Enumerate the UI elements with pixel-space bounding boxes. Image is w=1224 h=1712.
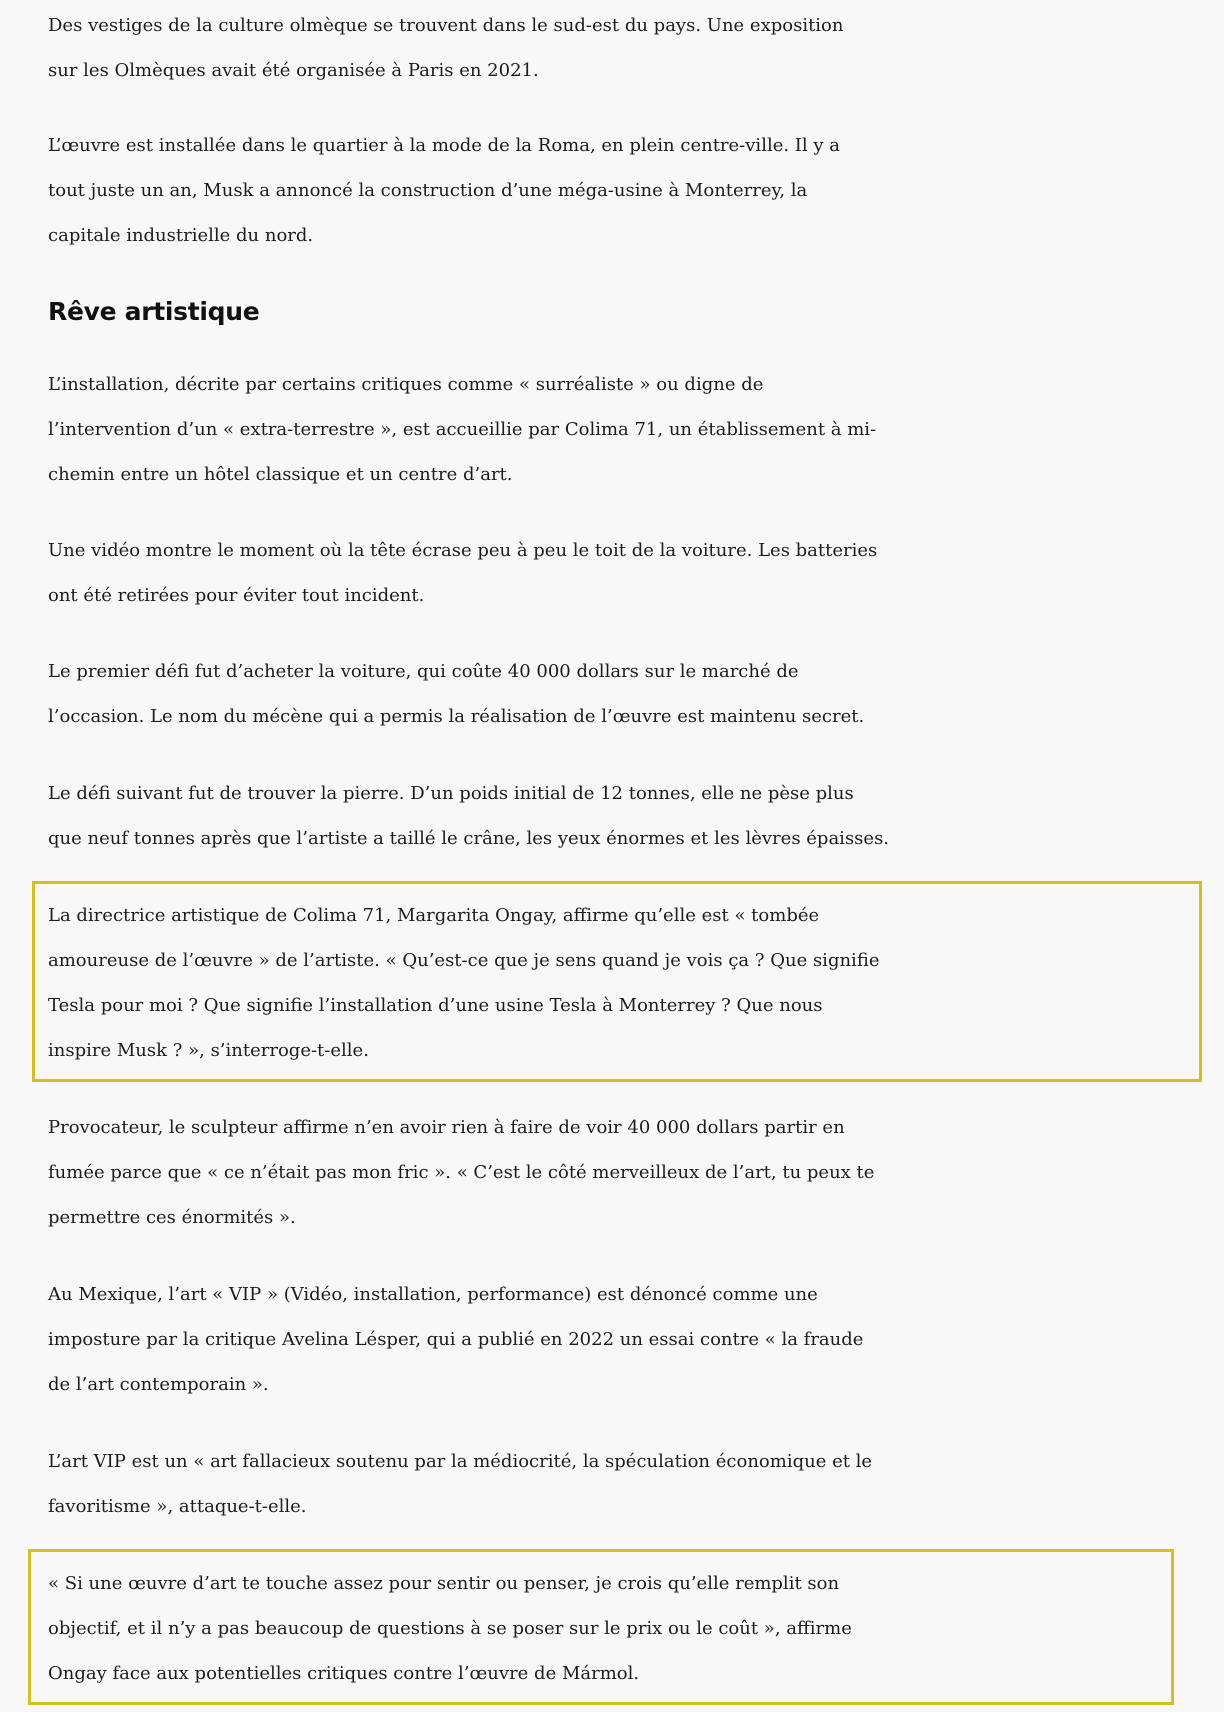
text-line: Provocateur, le sculpteur affirme n’en avoir rien à faire de voir 40 000 dollars partir en <box>48 1117 845 1138</box>
text-line: L’installation, décrite par certains critiques comme « surréaliste » ou digne de <box>48 374 764 395</box>
text-line: capitale industrielle du nord. <box>48 225 314 246</box>
text-line: imposture par la critique Avelina Lésper, qui a publié en 2022 un essai contre « la fraude <box>48 1329 864 1350</box>
text-line: Le défi suivant fut de trouver la pierre. D’un poids initial de 12 tonnes, elle ne pèse plus <box>48 783 854 804</box>
text-line: tout juste un an, Musk a annoncé la construction d’une méga-usine à Monterrey, la <box>48 180 808 201</box>
text-line: favoritisme », attaque-t-elle. <box>48 1496 307 1517</box>
text-line: permettre ces énormités ». <box>48 1207 296 1228</box>
text-line: l’occasion. Le nom du mécène qui a permis la réalisation de l’œuvre est maintenu secret. <box>48 706 865 727</box>
text-line: amoureuse de l’œuvre » de l’artiste. « Qu’est-ce que je sens quand je vois ça ? Que signifie <box>48 950 880 971</box>
paragraph-ongay-final-quote <box>48 1561 1198 1696</box>
text-line: de l’art contemporain ». <box>48 1374 269 1395</box>
paragraph-provocateur <box>48 1105 1198 1240</box>
text-line: fumée parce que « ce n’était pas mon fric ». « C’est le côté merveilleux de l’art, tu peux te <box>48 1162 875 1183</box>
text-line: L’art VIP est un « art fallacieux soutenu par la médiocrité, la spéculation économique et le <box>48 1451 873 1472</box>
paragraph-vip-art <box>48 1272 1198 1407</box>
text-line: L’œuvre est installée dans le quartier à la mode de la Roma, en plein centre-ville. Il y a <box>48 135 841 156</box>
paragraph-olmec-vestiges <box>48 3 1198 93</box>
text-line: l’intervention d’un « extra-terrestre », est accueillie par Colima 71, un établissement à mi- <box>48 419 877 440</box>
paragraph-artistic-director-quote <box>48 893 1198 1073</box>
text-line: inspire Musk ? », s’interroge-t-elle. <box>48 1040 369 1061</box>
paragraph-roma-location <box>48 123 1198 258</box>
text-line: Au Mexique, l’art « VIP » (Vidéo, installation, performance) est dénoncé comme une <box>48 1284 818 1305</box>
text-line: Une vidéo montre le moment où la tête écrase peu à peu le toit de la voiture. Les batteries <box>48 540 878 561</box>
text-line: Tesla pour moi ? Que signifie l’installation d’une usine Tesla à Monterrey ? Que nous <box>48 995 823 1016</box>
text-line: chemin entre un hôtel classique et un centre d’art. <box>48 464 513 485</box>
text-line: que neuf tonnes après que l’artiste a taillé le crâne, les yeux énormes et les lèvres épaisses. <box>48 828 890 849</box>
paragraph-installation <box>48 362 1198 497</box>
paragraph-video <box>48 528 1198 618</box>
text-line: Le premier défi fut d’acheter la voiture, qui coûte 40 000 dollars sur le marché de <box>48 661 799 682</box>
text-line: sur les Olmèques avait été organisée à Paris en 2021. <box>48 60 539 81</box>
text-line: Ongay face aux potentielles critiques contre l’œuvre de Mármol. <box>48 1663 640 1684</box>
paragraph-vip-criticism <box>48 1439 1198 1529</box>
section-heading: Rêve artistique <box>48 297 260 326</box>
text-line: La directrice artistique de Colima 71, Margarita Ongay, affirme qu’elle est « tombée <box>48 905 820 926</box>
text-line: Des vestiges de la culture olmèque se trouvent dans le sud-est du pays. Une exposition <box>48 15 844 36</box>
paragraph-first-challenge <box>48 649 1198 739</box>
text-line: ont été retirées pour éviter tout incident. <box>48 585 425 606</box>
paragraph-stone <box>48 771 1198 861</box>
text-line: « Si une œuvre d’art te touche assez pour sentir ou penser, je crois qu’elle remplit son <box>48 1573 840 1594</box>
text-line: objectif, et il n’y a pas beaucoup de questions à se poser sur le prix ou le coût », affirme <box>48 1618 852 1639</box>
